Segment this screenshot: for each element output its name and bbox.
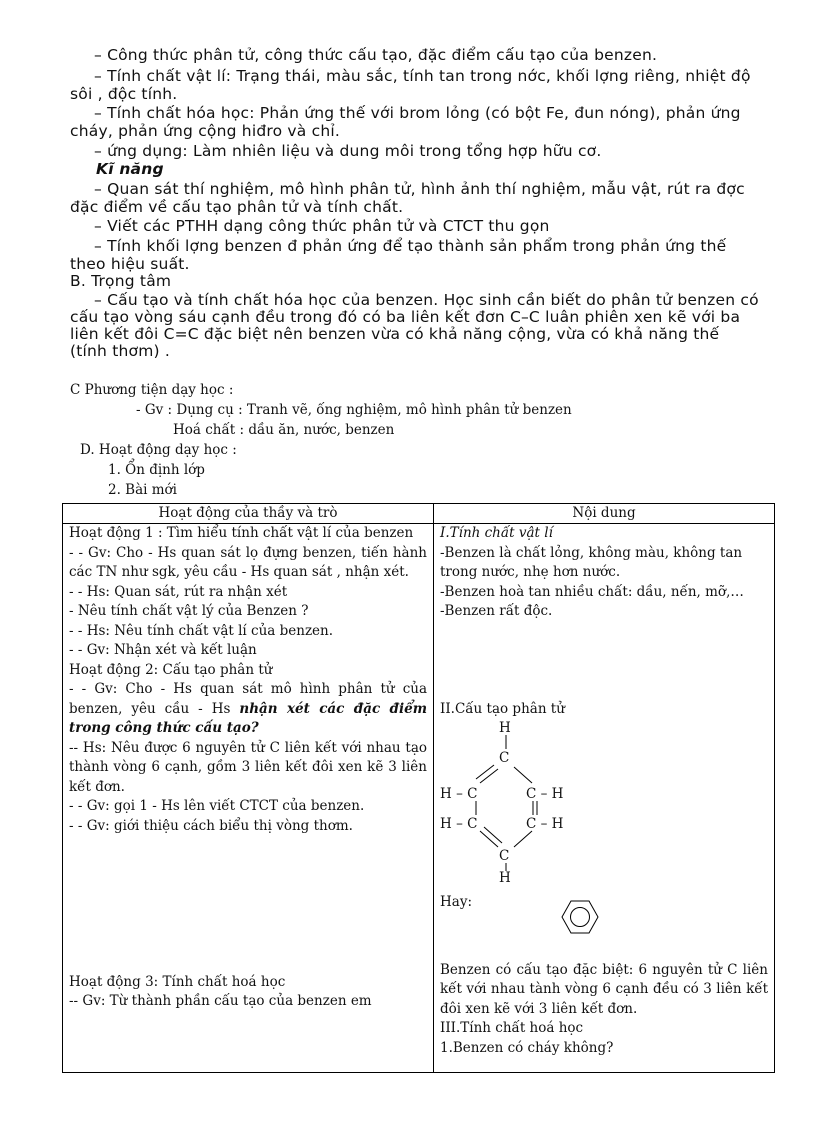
skill-item: – Viết các PTHH dạng công thức phân tử và CTCT thu gọn: [94, 217, 550, 235]
physical-property: -Benzen là chất lỏng, không màu, không tan trong nước, nhẹ hơn nước.: [440, 544, 743, 580]
teacher-student-column: [63, 524, 434, 1073]
skill-item: – Quan sát thí nghiệm, mô hình phân tử, hình ảnh thí nghiệm, mẫu vật, rút ra đợc đặc điểm về cấu tạo phân tử và tính chất.: [70, 180, 745, 216]
knowledge-item: – Công thức phân tử, công thức cấu tạo, đặc điểm cấu tạo của benzen.: [94, 46, 658, 64]
dash-bullet: –: [94, 237, 102, 255]
activity-1-student-2: - - Hs: Nêu tính chất vật lí của benzen.: [69, 622, 334, 639]
hay-label: Hay:: [440, 894, 472, 910]
chemical-question-1: 1.Benzen có cháy không?: [440, 1039, 614, 1056]
dash-bullet: –: [94, 180, 102, 198]
activity-1-question: - Nêu tính chất vật lý của Benzen ?: [69, 603, 309, 619]
skill-item: – Tính khối lợng benzen đ phản ứng để tạo thành sản phẩm trong phản ứng thế theo hiệu suất.: [70, 237, 727, 273]
focus-heading: B. Trọng tâm: [70, 272, 172, 290]
step-stabilize-class: 1. Ổn định lớp: [108, 462, 205, 478]
activity-3-title: Hoạt động 3: Tính chất hoá học: [69, 973, 286, 990]
activity-1-teacher: - - Gv: Cho - Hs quan sát lọ đựng benzen, tiến hành các TN như sgk, yêu cầu - Hs quan sát , nhận xét.: [69, 544, 427, 580]
activity-2-teacher-3: - - Gv: giới thiệu cách biểu thị vòng thơm.: [69, 817, 353, 834]
activity-2-title: Hoạt động 2: Cấu tạo phân tử: [69, 661, 273, 678]
activity-2-teacher: - - Gv: Cho - Hs quan sát mô hình phân tử của benzen, yêu cầu - Hs nhận xét các đặc điểm trong công thức cấu tạo?: [69, 681, 427, 736]
activity-1-student: - - Hs: Quan sát, rút ra nhận xét: [69, 583, 288, 600]
activity-3-teacher: -- Gv: Từ thành phần cấu tạo của benzen em: [69, 993, 372, 1009]
header-content: Nội dung: [434, 504, 775, 524]
atom-c-bottom: C: [499, 848, 510, 864]
atom-c-top: C: [499, 750, 510, 766]
section-physical-title: I.Tính chất vật lí: [440, 525, 553, 541]
atom-h-top: H: [499, 720, 511, 736]
atom-left-upper: H – C: [440, 786, 478, 802]
atom-h-bottom: H: [499, 870, 511, 886]
section-structure-title: II.Cấu tạo phân tử: [440, 700, 565, 717]
dash-bullet: –: [94, 291, 102, 309]
section-chemical-title: III.Tính chất hoá học: [440, 1020, 584, 1036]
knowledge-item: – Tính chất vật lí: Trạng thái, màu sắc, tính tan trong nớc, khối lợng riêng, nhiệt độ sôi , độc tính.: [70, 67, 751, 103]
benzene-structure: [440, 719, 640, 887]
header-activities: Hoạt động của thầy và trò: [63, 504, 434, 524]
activities-heading: D. Hoạt động dạy học :: [80, 442, 237, 458]
means-chemicals: Hoá chất : dầu ăn, nước, benzen: [173, 422, 395, 438]
means-tools: - Gv : Dụng cụ : Tranh vẽ, ống nghiệm, mô hình phân tử benzen: [136, 402, 572, 418]
activity-2-teacher-2: - - Gv: gọi 1 - Hs lên viết CTCT của benzen.: [69, 798, 365, 814]
means-heading: C Phương tiện dạy học :: [70, 382, 234, 398]
dash-bullet: –: [94, 217, 102, 235]
dash-bullet: –: [94, 67, 102, 85]
activity-1-teacher-2: - - Gv: Nhận xét và kết luận: [69, 642, 257, 658]
step-new-lesson: 2. Bài mới: [108, 482, 177, 498]
atom-right-upper: C – H: [526, 786, 564, 802]
dash-bullet: –: [94, 142, 102, 160]
physical-property: -Benzen hoà tan nhiều chất: dầu, nến, mỡ,…: [440, 583, 744, 600]
dash-bullet: –: [94, 46, 102, 64]
activity-2-student: -- Hs: Nêu được 6 nguyên tử C liên kết với nhau tạo thành vòng 6 cạnh, gồm 3 liên kết đôi xen kẽ 3 liên kết đơn.: [69, 739, 427, 795]
physical-property: -Benzen rất độc.: [440, 603, 553, 619]
benzene-ring-icon: [550, 895, 610, 939]
atom-left-lower: H – C: [440, 816, 478, 832]
skills-heading: Kĩ năng: [96, 160, 164, 178]
benzene-ring: [440, 913, 768, 957]
focus-text: – Cấu tạo và tính chất hóa học của benzen. Học sinh cần biết do phân tử benzen có cấu tạo vòng sáu cạnh đều trong đó có ba liên kết đơn C–C luân phiên xen kẽ với ba liên kết đôi C=C đặc biệt nên benzen vừa có khả năng cộng, vừa có khả năng thế (tính thơm) .: [70, 291, 759, 360]
dash-bullet: –: [94, 104, 102, 122]
structure-summary: Benzen có cấu tạo đặc biệt: 6 nguyên tử C liên kết với nhau tành vòng 6 cạnh đều có 3 liên kết đôi xen kẽ với 3 liên kết đơn.: [440, 961, 768, 1017]
knowledge-item: – ứng dụng: Làm nhiên liệu và dung môi trong tổng hợp hữu cơ.: [94, 142, 602, 160]
lesson-table: [62, 503, 775, 1073]
knowledge-item: – Tính chất hóa học: Phản ứng thế với brom lỏng (có bột Fe, đun nóng), phản ứng cháy, phản ứng cộng hiđro và chỉ.: [70, 104, 741, 140]
content-column: [434, 524, 775, 1073]
atom-right-lower: C – H: [526, 816, 564, 832]
activity-1-title: Hoạt động 1 : Tìm hiểu tính chất vật lí của benzen: [69, 525, 414, 541]
